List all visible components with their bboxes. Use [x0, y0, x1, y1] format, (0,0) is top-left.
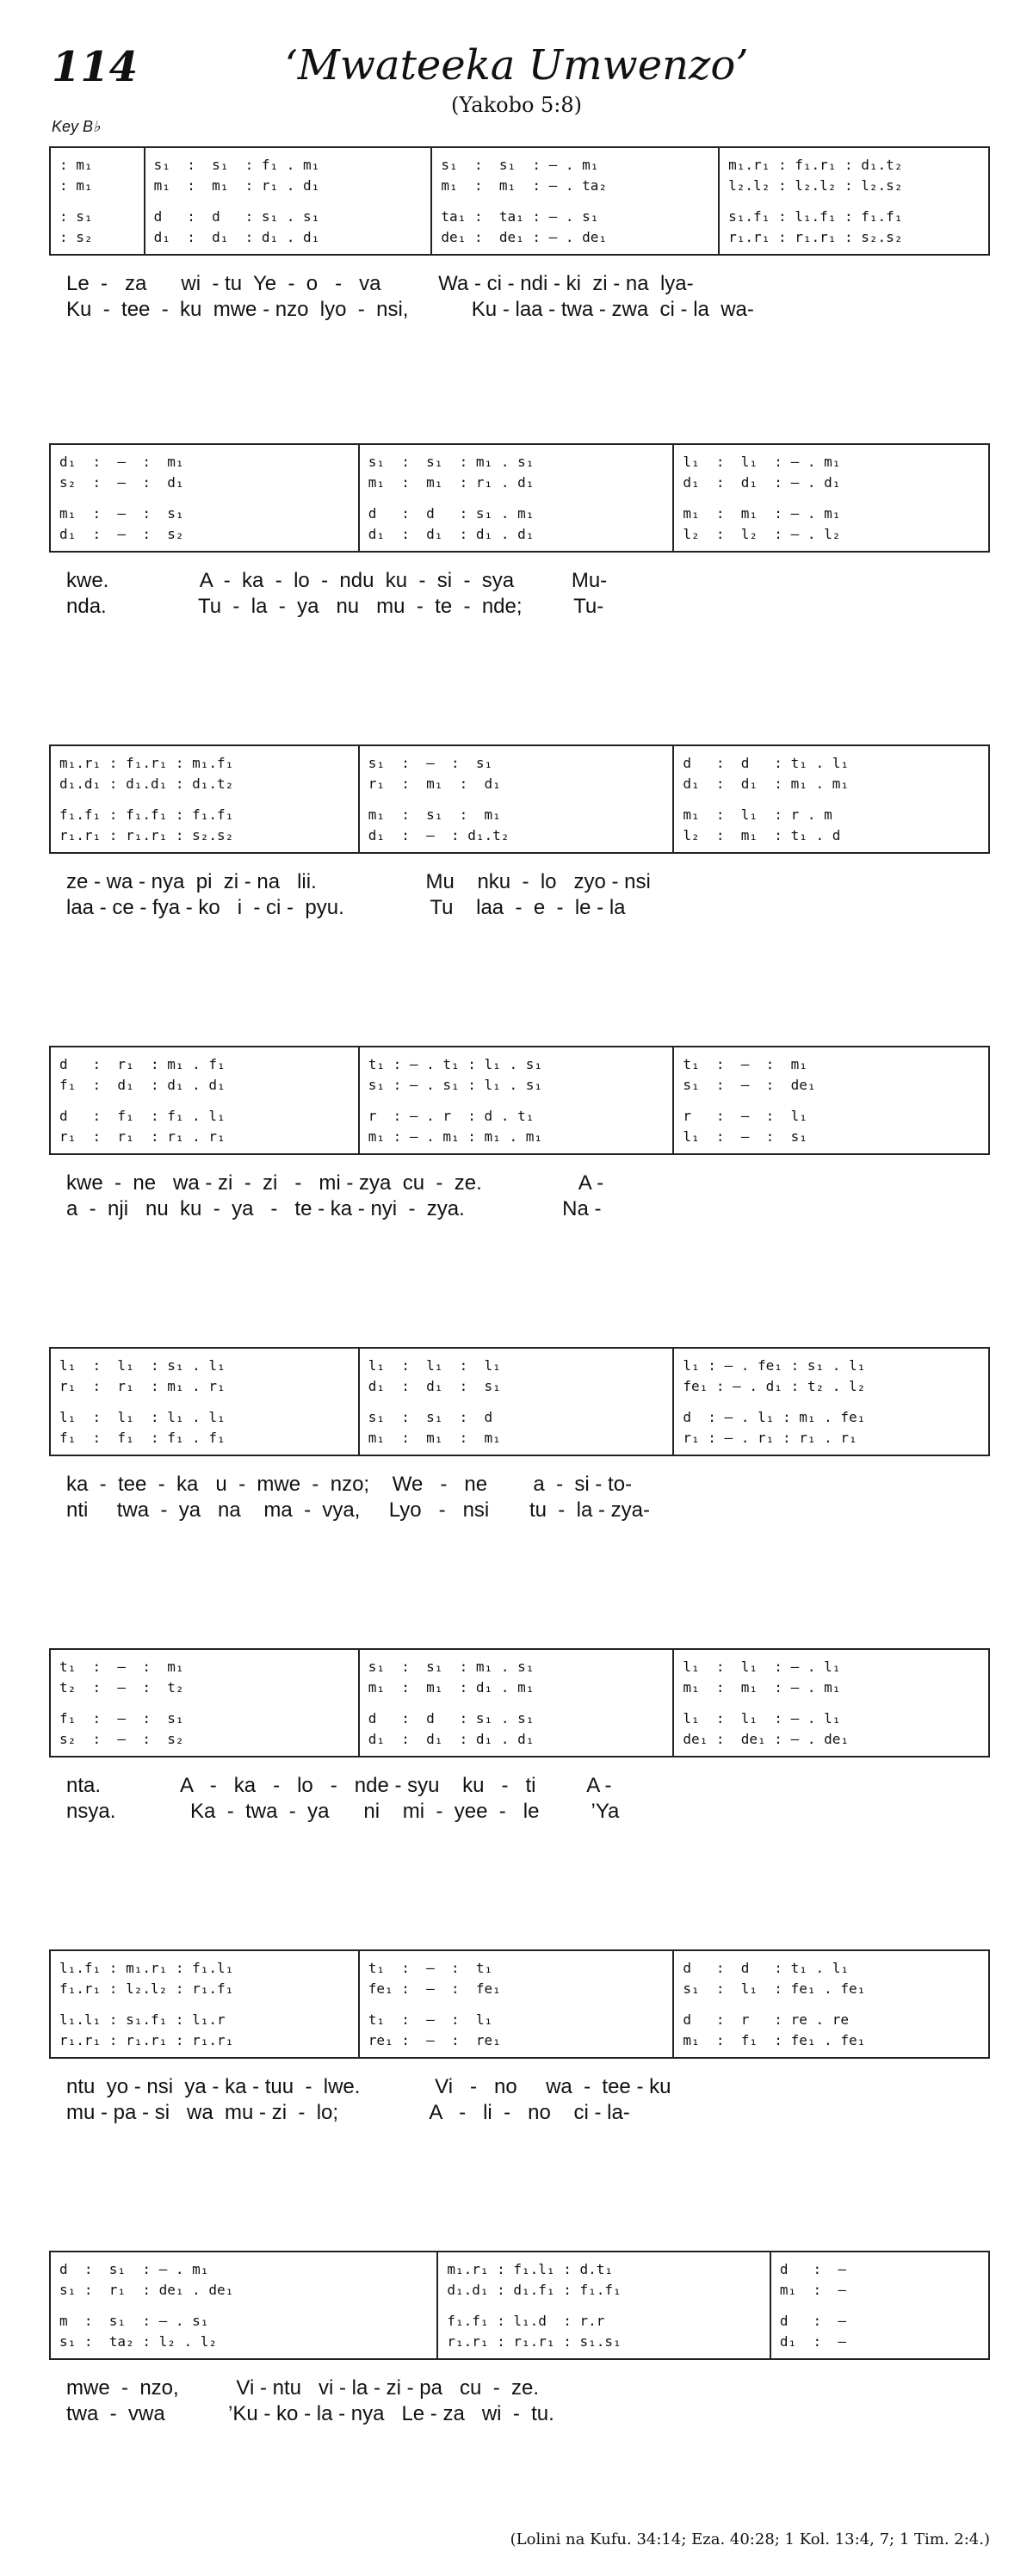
- staff-box: [49, 1347, 990, 1456]
- music-system: [49, 744, 990, 921]
- lyric-line: mu - pa - si wa mu - zi - lo; A - li - no ci - la-: [66, 2101, 630, 2124]
- measure: [360, 1951, 675, 2057]
- lyric-line: nsya. Ka - twa - ya ni mi - yee - le ’Ya: [66, 1800, 620, 1823]
- voice-line: d₁ : — : m₁: [59, 453, 184, 470]
- voice-line: l₂ : l₂ : – . l₂: [683, 525, 841, 542]
- voice-line: r₁ : r₁ : r₁ . r₁: [59, 1127, 226, 1145]
- voice-line: s₁ : l₁ : fe₁ . fe₁: [683, 1980, 866, 1997]
- voice-line: f₁.f₁ : f₁.f₁ : f₁.f₁: [59, 806, 234, 823]
- measure: [674, 1951, 988, 2057]
- voice-line: s₁ : r₁ : de₁ . de₁: [59, 2281, 234, 2298]
- lyric-line: nti twa - ya na ma - vya, Lyo - nsi tu - la - zya-: [66, 1498, 650, 1522]
- voice-line: m₁ : —: [779, 2281, 846, 2298]
- lyric-line: ntu yo - nsi ya - ka - tuu - lwe. Vi - no wa - tee - ku: [66, 2075, 671, 2098]
- voice-line: m₁ : – . m₁ : m₁ . m₁: [368, 1127, 542, 1145]
- staff-box: [49, 1046, 990, 1155]
- measure: [771, 2252, 988, 2358]
- voice-line: s₁ : ta₂ : l₂ . l₂: [59, 2332, 218, 2350]
- measure: [360, 746, 675, 852]
- staff-box: [49, 1648, 990, 1757]
- measure: [674, 1349, 988, 1455]
- voice-line: m₁ : m₁ : r₁ . d₁: [153, 176, 320, 194]
- staff-box: [49, 2251, 990, 2360]
- voice-line: t₁ : — : m₁: [59, 1658, 184, 1675]
- measure: [360, 1349, 675, 1455]
- voice-line: s₁ : s₁ : d: [368, 1408, 493, 1425]
- voice-line: m₁ : m₁ : m₁: [368, 1429, 501, 1446]
- voice-line: t₂ : — : t₂: [59, 1678, 184, 1696]
- lyric-line: ka - tee - ka u - mwe - nzo; We - ne a - si - to-: [66, 1473, 633, 1496]
- voice-line: r₁.r₁ : r₁.r₁ : r₁.r₁: [59, 2031, 234, 2048]
- voice-line: l₁ : l₁ : l₁: [368, 1356, 501, 1374]
- voice-line: s₁ : s₁ : f₁ . m₁: [153, 156, 320, 173]
- voice-line: d₁ : — : d₁.t₂: [368, 826, 510, 843]
- lyric-line: nda. Tu - la - ya nu mu - te - nde; Tu-: [66, 595, 604, 618]
- staff-box: [49, 443, 990, 553]
- voice-line: l₁ : l₁ : – . l₁: [683, 1658, 841, 1675]
- key-signature: Key B♭: [52, 118, 101, 135]
- lyric-line: nta. A - ka - lo - nde - syu ku - ti A -: [66, 1774, 612, 1797]
- voice-line: s₁ : – . s₁ : l₁ . s₁: [368, 1076, 542, 1093]
- voice-line: l₁ : – . fe₁ : s₁ . l₁: [683, 1356, 866, 1374]
- voice-line: d₁ : d₁ : s₁: [368, 1377, 501, 1394]
- measure: [51, 1650, 360, 1756]
- measure: [674, 1047, 988, 1153]
- voice-line: t₁ : — : l₁: [368, 2011, 493, 2028]
- voice-line: d : d : t₁ . l₁: [683, 754, 849, 771]
- voice-line: m₁ : m₁ : – . m₁: [683, 504, 841, 522]
- measure: [51, 148, 145, 254]
- voice-line: : s₁: [59, 207, 93, 225]
- voice-line: d₁ : d₁ : d₁ . d₁: [368, 525, 535, 542]
- voice-line: s₁ : s₁ : – . m₁: [441, 156, 599, 173]
- voice-line: l₁ : — : s₁: [683, 1127, 807, 1145]
- voice-line: t₁ : — : m₁: [683, 1055, 807, 1072]
- voice-line: d : r₁ : m₁ . f₁: [59, 1055, 226, 1072]
- voice-line: d : d : s₁ . s₁: [153, 207, 320, 225]
- voice-line: l₁ : l₁ : – . m₁: [683, 453, 841, 470]
- voice-line: s₂ : — : d₁: [59, 473, 184, 491]
- hymn-number: 114: [52, 43, 139, 91]
- measure: [145, 148, 433, 254]
- voice-line: : s₂: [59, 228, 93, 245]
- music-system: [49, 146, 990, 323]
- voice-line: l₁ : l₁ : – . l₁: [683, 1709, 841, 1727]
- voice-line: r₁.r₁ : r₁.r₁ : s₂.s₂: [59, 826, 234, 843]
- voice-line: d : f₁ : f₁ . l₁: [59, 1107, 226, 1124]
- lyric-line: Le - za wi - tu Ye - o - va Wa - ci - ndi - ki zi - na lya-: [66, 272, 694, 295]
- voice-line: l₁.f₁ : m₁.r₁ : f₁.l₁: [59, 1959, 234, 1976]
- voice-line: r₁.r₁ : r₁.r₁ : s₁.s₁: [447, 2332, 622, 2350]
- voice-line: d : —: [779, 2260, 846, 2277]
- voice-line: r : — : l₁: [683, 1107, 807, 1124]
- music-system: [49, 1347, 990, 1523]
- voice-line: s₁.f₁ : l₁.f₁ : f₁.f₁: [728, 207, 903, 225]
- measure: [360, 1047, 675, 1153]
- lyrics-block: [49, 1171, 990, 1222]
- voice-line: m₁ : f₁ : fe₁ . fe₁: [683, 2031, 866, 2048]
- voice-line: l₁ : l₁ : l₁ . l₁: [59, 1408, 226, 1425]
- lyrics-block: [49, 869, 990, 921]
- voice-line: d : d : s₁ . s₁: [368, 1709, 535, 1727]
- measure: [674, 445, 988, 551]
- voice-line: d : s₁ : – . m₁: [59, 2260, 209, 2277]
- measure: [674, 746, 988, 852]
- voice-line: m₁.r₁ : f₁.l₁ : d.t₁: [447, 2260, 613, 2277]
- voice-line: d : —: [779, 2312, 846, 2329]
- voice-line: d : – . l₁ : m₁ . fe₁: [683, 1408, 866, 1425]
- lyrics-block: [49, 1773, 990, 1825]
- lyrics-block: [49, 2375, 990, 2427]
- measure: [360, 1650, 675, 1756]
- voice-line: f₁ : f₁ : f₁ . f₁: [59, 1429, 226, 1446]
- voice-line: m₁.r₁ : f₁.r₁ : m₁.f₁: [59, 754, 234, 771]
- voice-line: d₁.d₁ : d₁.d₁ : d₁.t₂: [59, 775, 234, 792]
- lyric-line: kwe - ne wa - zi - zi - mi - zya cu - ze. A -: [66, 1171, 604, 1195]
- voice-line: re₁ : — : re₁: [368, 2031, 501, 2048]
- voice-line: f₁.f₁ : l₁.d : r.r: [447, 2312, 605, 2329]
- measure: [432, 148, 720, 254]
- voice-line: d₁ : d₁ : – . d₁: [683, 473, 841, 491]
- voice-line: f₁ : — : s₁: [59, 1709, 184, 1727]
- music-system: [49, 1648, 990, 1825]
- staff-box: [49, 146, 990, 256]
- hymn-title: ‘Mwateeka Umwenzo’: [284, 41, 749, 90]
- voice-line: de₁ : de₁ : – . de₁: [441, 228, 608, 245]
- voice-line: s₁ : s₁ : m₁ . s₁: [368, 1658, 535, 1675]
- lyric-line: a - nji nu ku - ya - te - ka - nyi - zya. Na -: [66, 1197, 602, 1220]
- voice-line: l₁ : l₁ : s₁ . l₁: [59, 1356, 226, 1374]
- lyrics-block: [49, 1472, 990, 1523]
- voice-line: l₁.l₁ : s₁.f₁ : l₁.r: [59, 2011, 226, 2028]
- music-system: [49, 1046, 990, 1222]
- measure: [51, 1349, 360, 1455]
- lyric-line: twa - vwa ’Ku - ko - la - nya Le - za wi - tu.: [66, 2402, 554, 2425]
- measure: [51, 2252, 438, 2358]
- voice-line: d₁ : d₁ : m₁ . m₁: [683, 775, 849, 792]
- voice-line: f₁.r₁ : l₂.l₂ : r₁.f₁: [59, 1980, 234, 1997]
- voice-line: d₁ : d₁ : d₁ . d₁: [153, 228, 320, 245]
- measure: [51, 1951, 360, 2057]
- voice-line: f₁ : d₁ : d₁ . d₁: [59, 1076, 226, 1093]
- voice-line: t₁ : — : t₁: [368, 1959, 493, 1976]
- staff-box: [49, 1949, 990, 2059]
- lyrics-block: [49, 2074, 990, 2126]
- voice-line: m₁ : m₁ : r₁ . d₁: [368, 473, 535, 491]
- voice-line: d₁.d₁ : d₁.f₁ : f₁.f₁: [447, 2281, 622, 2298]
- voice-line: d : r : re . re: [683, 2011, 849, 2028]
- voice-line: d₁ : — : s₂: [59, 525, 184, 542]
- voice-line: : m₁: [59, 176, 93, 194]
- voice-line: s₁ : s₁ : m₁ . s₁: [368, 453, 535, 470]
- scripture-subtitle: (Yakobo 5:8): [450, 93, 583, 117]
- music-system: [49, 443, 990, 620]
- voice-line: r₁ : m₁ : d₁: [368, 775, 501, 792]
- voice-line: r₁ : – . r₁ : r₁ . r₁: [683, 1429, 857, 1446]
- voice-line: d₁ : —: [779, 2332, 846, 2350]
- voice-line: m₁ : s₁ : m₁: [368, 806, 501, 823]
- measure: [438, 2252, 771, 2358]
- measure: [51, 1047, 360, 1153]
- voice-line: s₁ : — : de₁: [683, 1076, 816, 1093]
- lyric-line: mwe - nzo, Vi - ntu vi - la - zi - pa cu - ze.: [66, 2376, 540, 2400]
- voice-line: m₁ : l₁ : r . m: [683, 806, 832, 823]
- voice-line: : m₁: [59, 156, 93, 173]
- voice-line: ta₁ : ta₁ : – . s₁: [441, 207, 599, 225]
- voice-line: m₁.r₁ : f₁.r₁ : d₁.t₂: [728, 156, 903, 173]
- lyrics-block: [49, 568, 990, 620]
- measure: [360, 445, 675, 551]
- voice-line: t₁ : – . t₁ : l₁ . s₁: [368, 1055, 542, 1072]
- measure: [51, 746, 360, 852]
- lyric-line: Ku - tee - ku mwe - nzo lyo - nsi, Ku - laa - twa - zwa ci - la wa-: [66, 298, 754, 321]
- voice-line: m₁ : m₁ : d₁ . m₁: [368, 1678, 535, 1696]
- music-system: [49, 2251, 990, 2427]
- voice-line: d : d : t₁ . l₁: [683, 1959, 849, 1976]
- voice-line: s₂ : — : s₂: [59, 1730, 184, 1747]
- measure: [51, 445, 360, 551]
- voice-line: r : – . r : d . t₁: [368, 1107, 535, 1124]
- lyric-line: ze - wa - nya pi zi - na lii. Mu nku - lo zyo - nsi: [66, 870, 651, 893]
- voice-line: l₂ : m₁ : t₁ . d: [683, 826, 841, 843]
- voice-line: d : d : s₁ . m₁: [368, 504, 535, 522]
- voice-line: fe₁ : — : fe₁: [368, 1980, 501, 1997]
- measure: [674, 1650, 988, 1756]
- voice-line: m₁ : — : s₁: [59, 504, 184, 522]
- voice-line: fe₁ : – . d₁ : t₂ . l₂: [683, 1377, 866, 1394]
- lyrics-block: [49, 271, 990, 323]
- lyric-line: kwe. A - ka - lo - ndu ku - si - sya Mu-: [66, 569, 608, 592]
- voice-line: l₂.l₂ : l₂.l₂ : l₂.s₂: [728, 176, 903, 194]
- music-system: [49, 1949, 990, 2126]
- voice-line: r₁.r₁ : r₁.r₁ : s₂.s₂: [728, 228, 903, 245]
- voice-line: d₁ : d₁ : d₁ . d₁: [368, 1730, 535, 1747]
- measure: [720, 148, 988, 254]
- voice-line: r₁ : r₁ : m₁ . r₁: [59, 1377, 226, 1394]
- voice-line: m₁ : m₁ : – . m₁: [683, 1678, 841, 1696]
- voice-line: de₁ : de₁ : – . de₁: [683, 1730, 849, 1747]
- voice-line: m₁ : m₁ : – . ta₂: [441, 176, 608, 194]
- scripture-references: (Lolini na Kufu. 34:14; Eza. 40:28; 1 Kol. 13:4, 7; 1 Tim. 2:4.): [510, 2530, 990, 2548]
- staff-box: [49, 744, 990, 854]
- lyric-line: laa - ce - fya - ko i - ci - pyu. Tu laa - e - le - la: [66, 896, 626, 919]
- voice-line: m : s₁ : – . s₁: [59, 2312, 209, 2329]
- voice-line: s₁ : — : s₁: [368, 754, 493, 771]
